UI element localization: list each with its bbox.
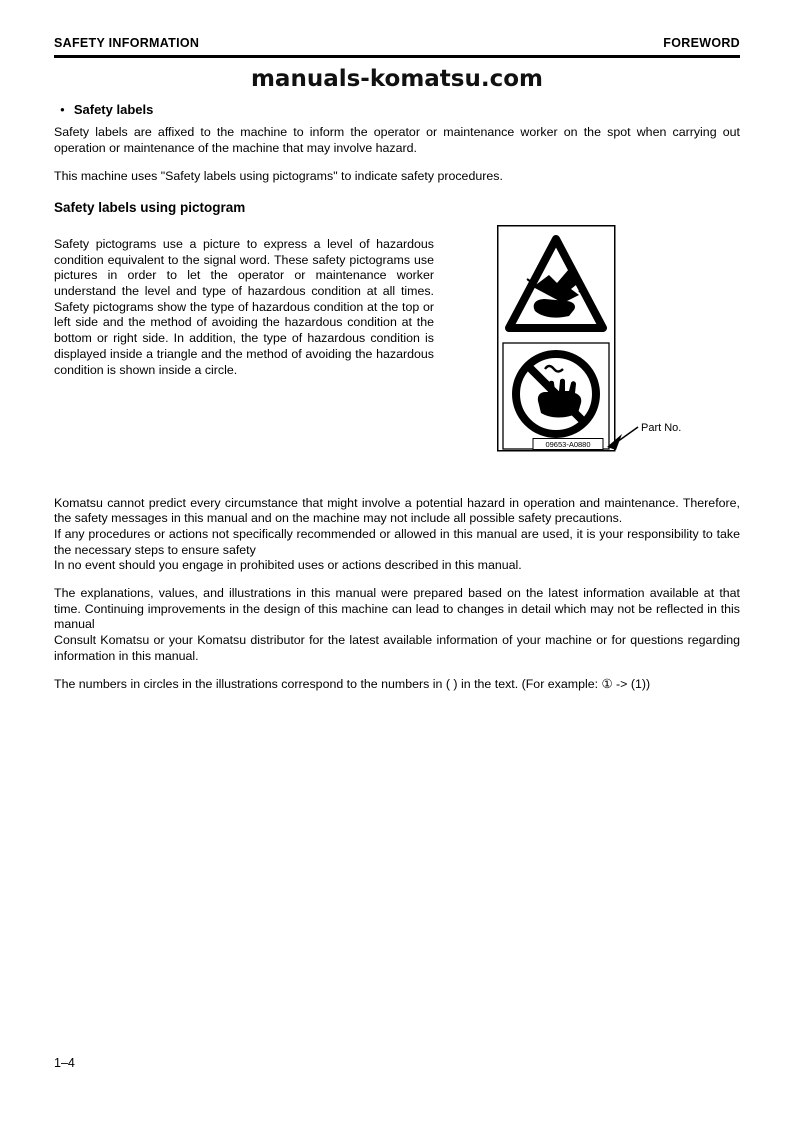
section-heading-label: Safety labels [73,102,154,117]
part-number-text: 09653-A0880 [545,439,591,449]
safety-labels-paragraph-1: Safety labels are affixed to the machine to inform the operator or maintenance worker on the spot when carrying out operation or maintenance of the machine that may involve hazard. [54,125,740,155]
site-watermark: manuals-komatsu.com [250,66,544,92]
safety-label-figure [497,225,702,475]
note-paragraph: In no event should you engage in prohibited uses or actions described in this manual. [54,558,522,573]
notes-block-2 [54,586,740,665]
header-rule [54,55,740,58]
part-number-box [533,438,603,449]
page-header [54,36,740,50]
bullet-icon: ● [60,104,65,114]
note-paragraph: The numbers in circles in the illustrations correspond to the numbers in ( ) in the text. (For example: ① -> (1)) [54,676,651,691]
note-paragraph: Komatsu cannot predict every circumstance that might involve a potential hazard in operation and maintenance. Therefore, the safety messages in this manual and on the machine may not include all possible safety precautions. [54,495,740,526]
safety-labels-paragraph-2: This machine uses "Safety labels using pictograms" to indicate safety procedures. [54,168,503,183]
safety-label-illustration [497,225,702,475]
notes-block-1 [54,496,740,575]
section-heading-safety-labels [54,102,740,117]
prohibition-circle-icon [516,354,596,434]
notes-block-3 [54,677,740,693]
pictogram-section [54,225,740,475]
pictogram-paragraph: Safety pictograms use a picture to express a level of hazardous condition equivalent to the signal word. These safety pictograms use pictures in order to let the operator or maintenance worker understand the level and type of hazardous condition at all times. Safety pictograms show the type of hazardous condition at the top or left side and the method of avoiding the hazardous condition at the bottom or right side. In addition, the type of hazardous condition is displayed inside a triangle and the method of avoiding the hazardous condition is shown inside a circle. [54,236,434,377]
part-no-label: Part No. [641,421,682,434]
note-paragraph: If any procedures or actions not specifically recommended or allowed in this manual are used, it is your responsibility to take the necessary steps to ensure safety [54,526,740,557]
note-paragraph: Consult Komatsu or your Komatsu distributor for the latest available information of your machine or for questions regarding information in this manual. [54,633,740,663]
page-number: 1–4 [54,1056,75,1070]
part-no-arrow [607,422,681,450]
note-paragraph: The explanations, values, and illustrations in this manual were prepared based on the latest information available at that time. Continuing improvements in the design of this machine can lead to changes in detail which may not be reflected in this manual [54,586,740,632]
section-heading-pictogram: Safety labels using pictogram [54,199,246,215]
header-right-title: FOREWORD [663,36,740,50]
header-left-title: SAFETY INFORMATION [54,36,200,50]
